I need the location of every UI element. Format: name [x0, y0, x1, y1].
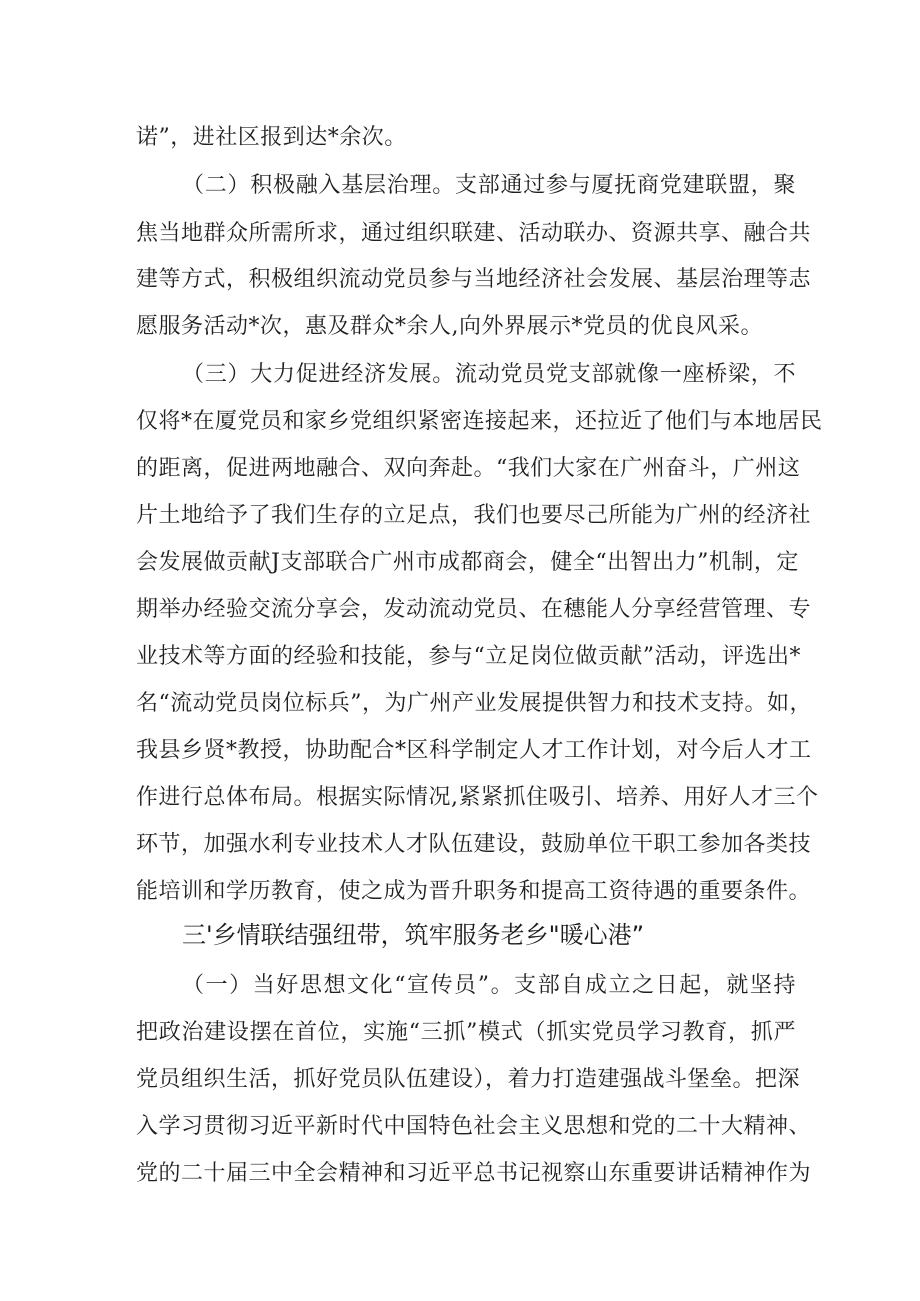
paragraph-line: 把政治建设摆在首位，实施“三抓”模式（抓实党员学习教育，抓严 [136, 1020, 796, 1045]
paragraph-line: 能培训和学历教育，使之成为晋升职务和提高工资待遇的重要条件。 [136, 879, 812, 904]
paragraph-line: 党员组织生活，抓好党员队伍建设），着力打造建强战斗堡垒。把深 [136, 1067, 801, 1092]
paragraph-line: 我县乡贤*教授，协助配合*区科学制定人才工作计划，对今后人才工 [136, 738, 812, 763]
paragraph-line: （三）大力促进经济发展。流动党员党支部就像一座桥梁，不 [182, 362, 796, 387]
paragraph-line: 建等方式，积极组织流动党员参与当地经济社会发展、基层治理等志 [136, 267, 812, 292]
paragraph-line: 会发展做贡献J支部联合广州市成都商会，健全“出智出力”机制，定 [136, 550, 799, 575]
paragraph-line: 业技术等方面的经验和技能，参与“立足岗位做贡献”活动，评选出* [136, 644, 801, 669]
paragraph-line: 的距离，促进两地融合、双向奔赴。“我们大家在广州奋斗，广州这 [136, 456, 801, 481]
paragraph-line: 片土地给予了我们生存的立足点，我们也要尽己所能为广州的经济社 [136, 503, 812, 528]
paragraph-line: 名“流动党员岗位标兵”，为广州产业发展提供智力和技术支持。如， [136, 691, 812, 716]
paragraph-line: 入学习贯彻习近平新时代中国特色社会主义思想和党的二十大精神、 [136, 1114, 812, 1139]
paragraph-line: 愿服务活动*次，惠及群众*余人,向外界展示*党员的优良风采。 [136, 314, 763, 339]
paragraph-line: 焦当地群众所需所求，通过组织联建、活动联办、资源共享、融合共 [136, 221, 812, 246]
paragraph-line: 党的二十届三中全会精神和习近平总书记视察山东重要讲话精神作为 [136, 1161, 812, 1186]
paragraph-line: 仅将*在厦党员和家乡党组织紧密连接起来，还拉近了他们与本地居民 [136, 409, 823, 434]
paragraph-line: （二）积极融入基层治理。支部通过参与厦抚商党建联盟，聚 [182, 173, 796, 198]
paragraph-line: （一）当好思想文化“宣传员”。支部自成立之日起，就坚持 [182, 973, 796, 998]
section-heading: 三'乡情联结强纽带，筑牢服务老乡"暖心港” [182, 921, 645, 949]
paragraph-line: 期举办经验交流分享会，发动流动党员、在穗能人分享经营管理、专 [136, 597, 812, 622]
paragraph-line: 环节，加强水利专业技术人才队伍建设，鼓励单位干职工参加各类技 [136, 832, 812, 857]
paragraph-line: 作进行总体布局。根据实际情况,紧紧抓住吸引、培养、用好人才三个 [136, 785, 819, 810]
paragraph-line: 诺”，进社区报到达*余次。 [136, 125, 407, 150]
